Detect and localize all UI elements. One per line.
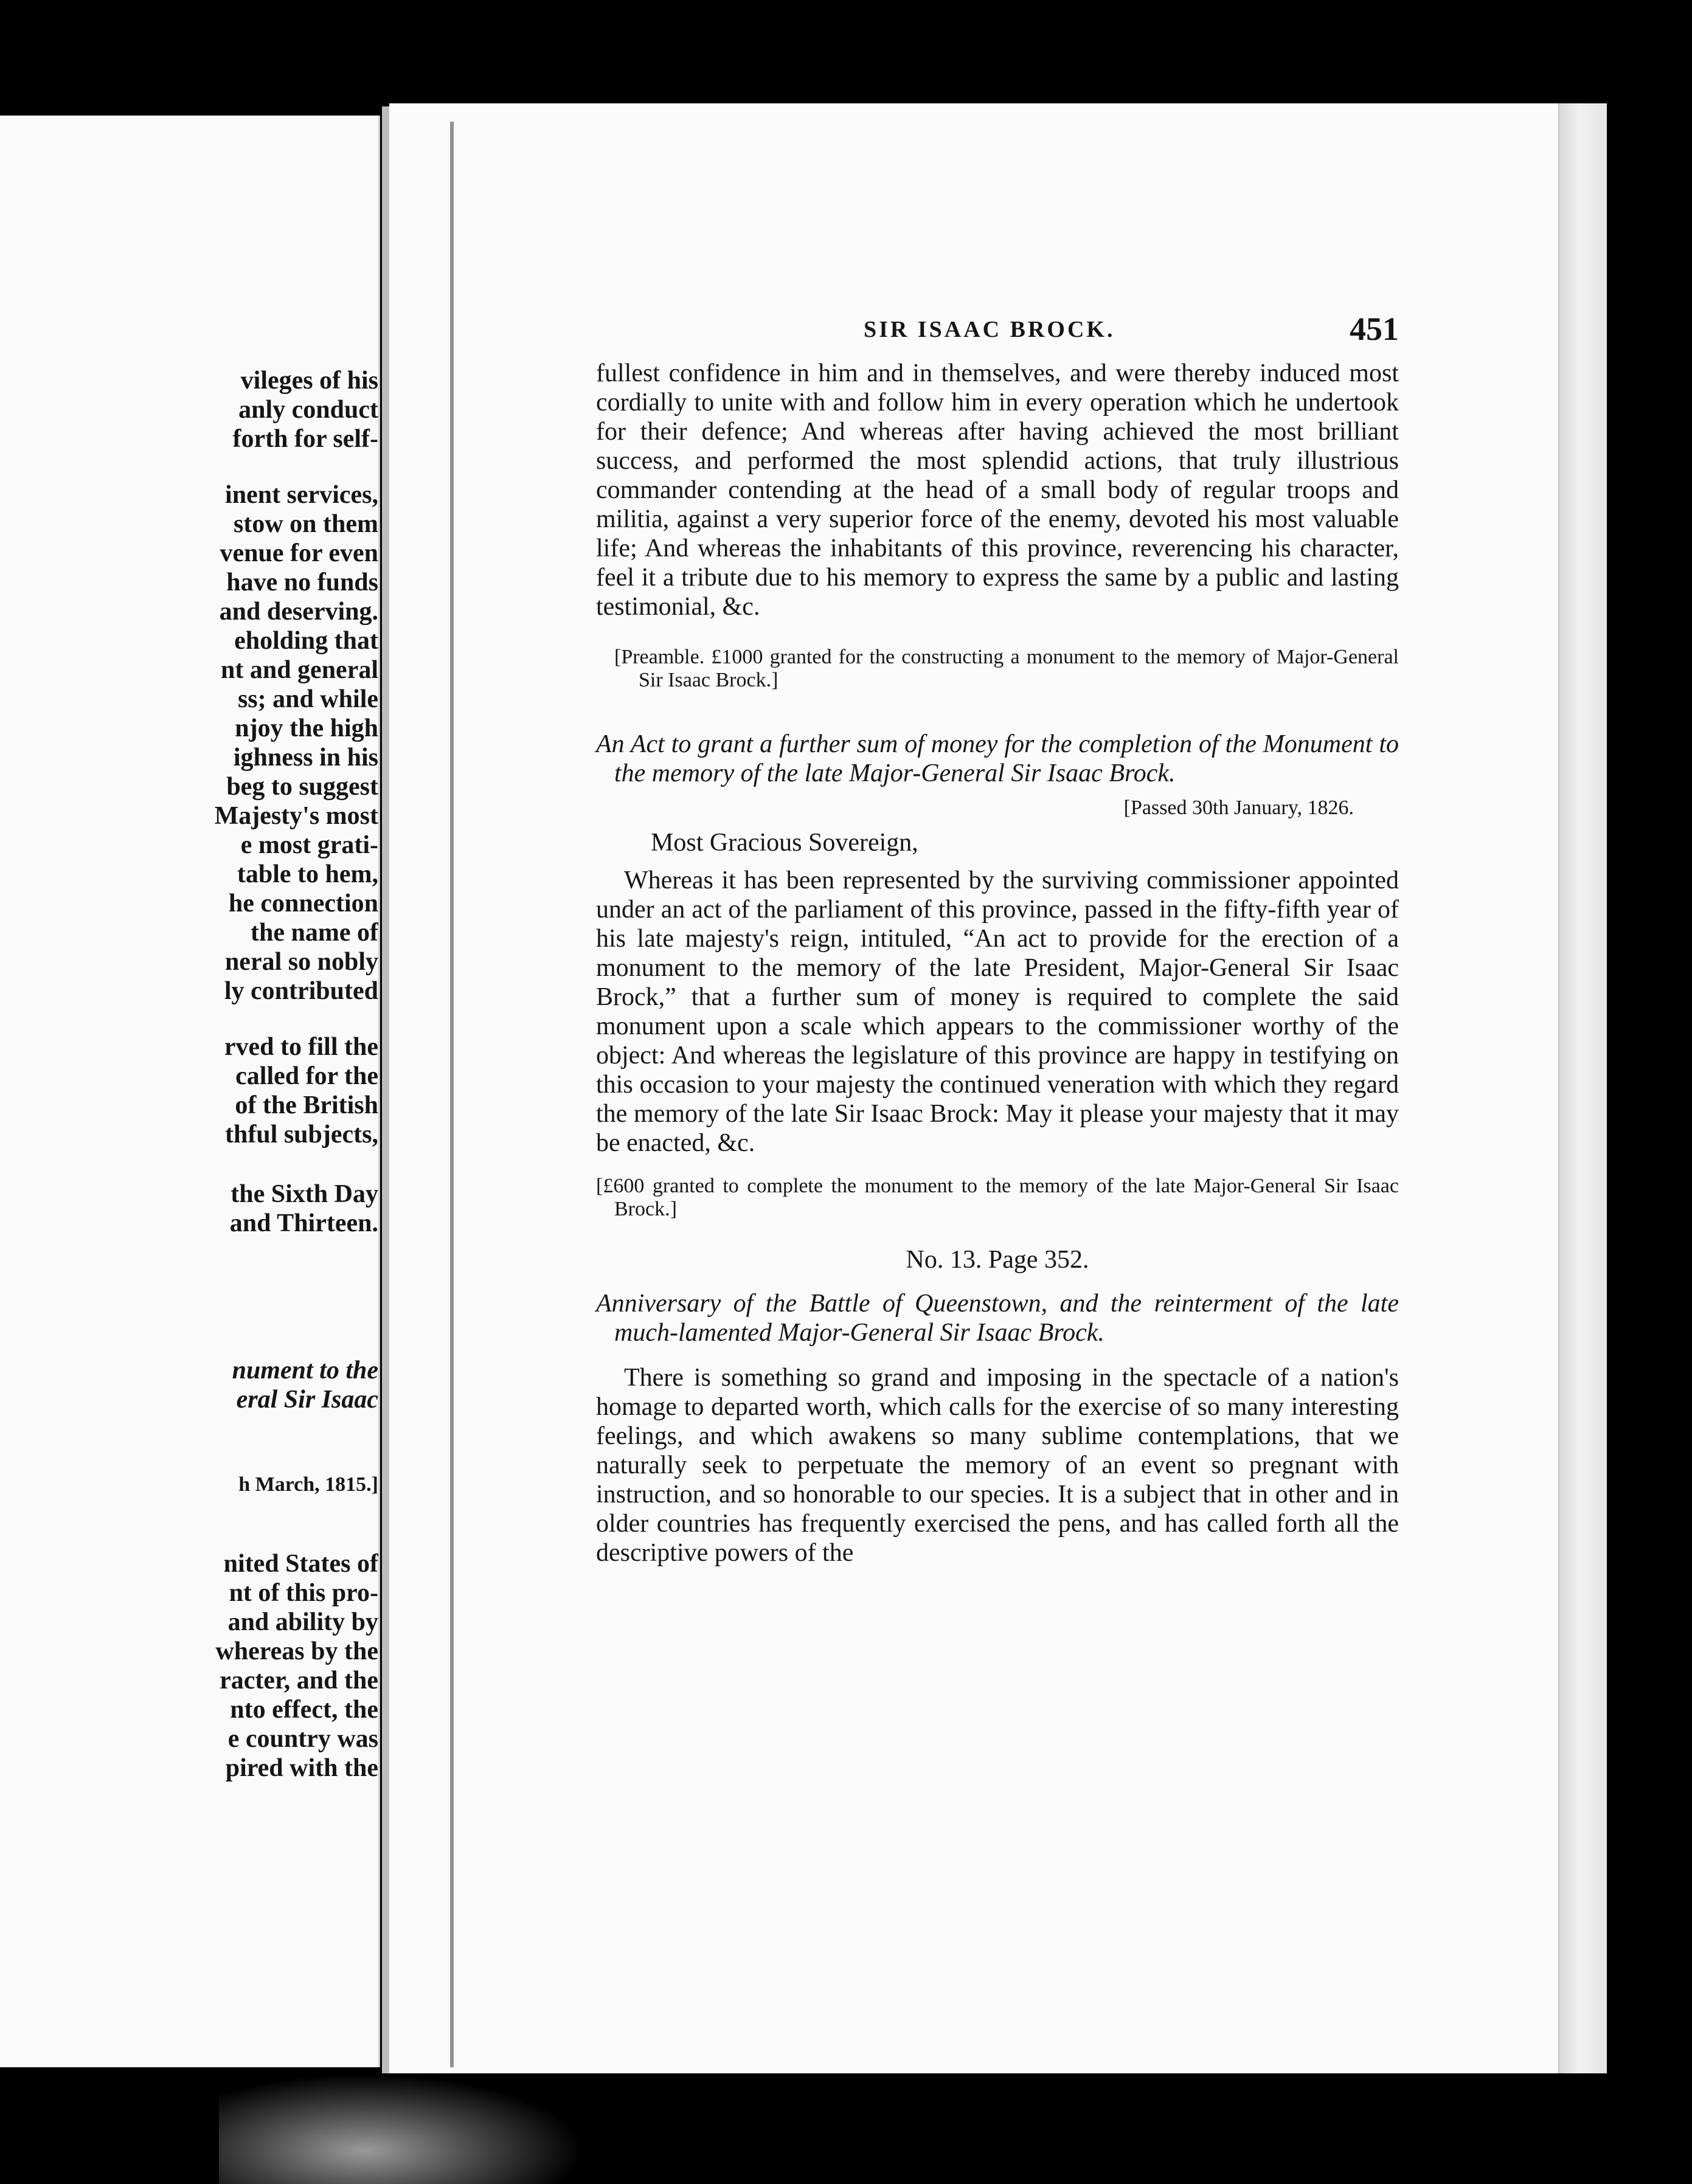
left-line: and ability by [227,1608,378,1636]
left-line: called for the [235,1062,378,1090]
left-line: and Thirteen. [229,1209,378,1237]
left-line: nto effect, the [230,1696,378,1724]
left-page-block [184,1549,378,1783]
left-line: have no funds [226,568,378,596]
left-line: nt and general [220,656,378,684]
left-page-block [184,1356,378,1414]
left-line: rved to fill the [224,1033,378,1061]
left-line: nument to the [232,1356,378,1384]
left-line: the name of [251,919,378,947]
preamble-note: [Preamble. £1000 granted for the constructing a monument to the memory of Major-General Sir Isaac Brock.] [614,646,1399,691]
left-line: vileges of his [240,367,378,395]
section-title: Anniversary of the Battle of Queenstown, and the reinterment of the late much-lamented Major-General Sir Isaac Brock. [596,1290,1399,1347]
left-line: venue for even [220,539,378,567]
left-page-block [184,1470,378,1499]
left-line: Majesty's most [214,802,378,830]
left-page-block [184,1032,378,1149]
left-line: pired with the [225,1754,378,1782]
left-line: eral Sir Isaac [236,1386,378,1414]
left-line: the Sixth Day [231,1180,378,1208]
left-line: ss; and while [237,685,378,713]
left-line: of the British [235,1091,378,1119]
left-line: e most grati- [240,831,378,859]
left-line: he connection [228,890,378,917]
section-number: No. 13. Page 352. [906,1246,1089,1274]
left-line: thful subjects, [224,1121,378,1149]
left-page-block [184,1180,378,1238]
left-line: table to hem, [237,860,378,888]
salutation: Most Gracious Sovereign, [651,829,918,857]
left-line: nt of this pro- [229,1579,378,1607]
binding-shadow [450,122,454,2067]
paper-scrap [219,2073,584,2184]
passed-date: [Passed 30th January, 1826. [1123,797,1354,819]
left-line: forth for self- [232,425,378,453]
running-head: SIR ISAAC BROCK. [864,317,1115,342]
left-page-block [184,480,378,1006]
left-line: whereas by the [215,1637,378,1665]
left-page-block [184,366,378,454]
left-line: e country was [227,1725,378,1753]
page-number: 451 [1350,311,1399,347]
left-line: anly conduct [238,396,378,424]
left-line: racter, and the [220,1667,378,1695]
left-page [0,116,380,2067]
left-line: inent services, [225,481,378,509]
left-line: nited States of [223,1550,378,1578]
left-line: njoy the high [235,714,378,742]
paragraph-anniversary: There is something so grand and imposing in the spectacle of a nation's homage to departed worth, which calls for the exercise of so many interesting feelings, and which awakens so many sublime contemplations, that we naturally seek to perpetuate the memory of an event so pregnant with instruction, and so honorable to our species. It is a subject that in other and in older countries has frequently exercised the pens, and has called forth all the descriptive powers of the [596,1364,1399,1567]
left-line: and deserving. [219,598,378,626]
left-line: h March, 1815.] [238,1473,378,1496]
paragraph-act: Whereas it has been represented by the surviving commissioner appointed under an act of the parliament of this province, passed in the fifty-fifth year of his late majesty's reign, intituled, “An act to provide for the erection of a monument to the memory of the late President, Major-General Sir Isaac Brock,” that a further sum of money is required to complete the said monument upon a scale which appears to the commissioner worthy of the object: And whereas the legislature of this province are happy in testifying on this occasion to your majesty the continued veneration with which they regard the memory of the late Sir Isaac Brock: May it please your majesty that it may be enacted, &c. [596,866,1399,1157]
left-line: eholding that [234,627,378,655]
main-column [596,359,1399,1567]
left-line: neral so nobly [224,948,378,976]
left-line: ly contributed [224,977,378,1005]
paragraph-preamble: fullest confidence in him and in themselves, and were thereby induced most cordially to unite with and follow him in every operation which he undertook for their defence; And whereas after having achieved the most brilliant success, and performed the most splendid actions, that truly illustrious commander contending at the head of a small body of regular troops and militia, against a very superior force of the enemy, devoted his most valuable life; And whereas the inhabitants of this province, reverencing his character, feel it a tribute due to his memory to express the same by a public and lasting testimonial, &c. [596,359,1399,621]
left-line: beg to suggest [226,773,378,801]
page-header [864,310,1399,353]
left-line: stow on them [234,510,378,538]
page-edge [1558,103,1607,2073]
act-title: An Act to grant a further sum of money for the completion of the Monument to the memory of the late Major-General Sir Isaac Brock. [596,730,1399,787]
left-line: ighness in his [233,744,378,772]
act-note: [£600 granted to complete the monument to the memory of the late Major-General Sir Isaac Brock.] [596,1175,1399,1220]
